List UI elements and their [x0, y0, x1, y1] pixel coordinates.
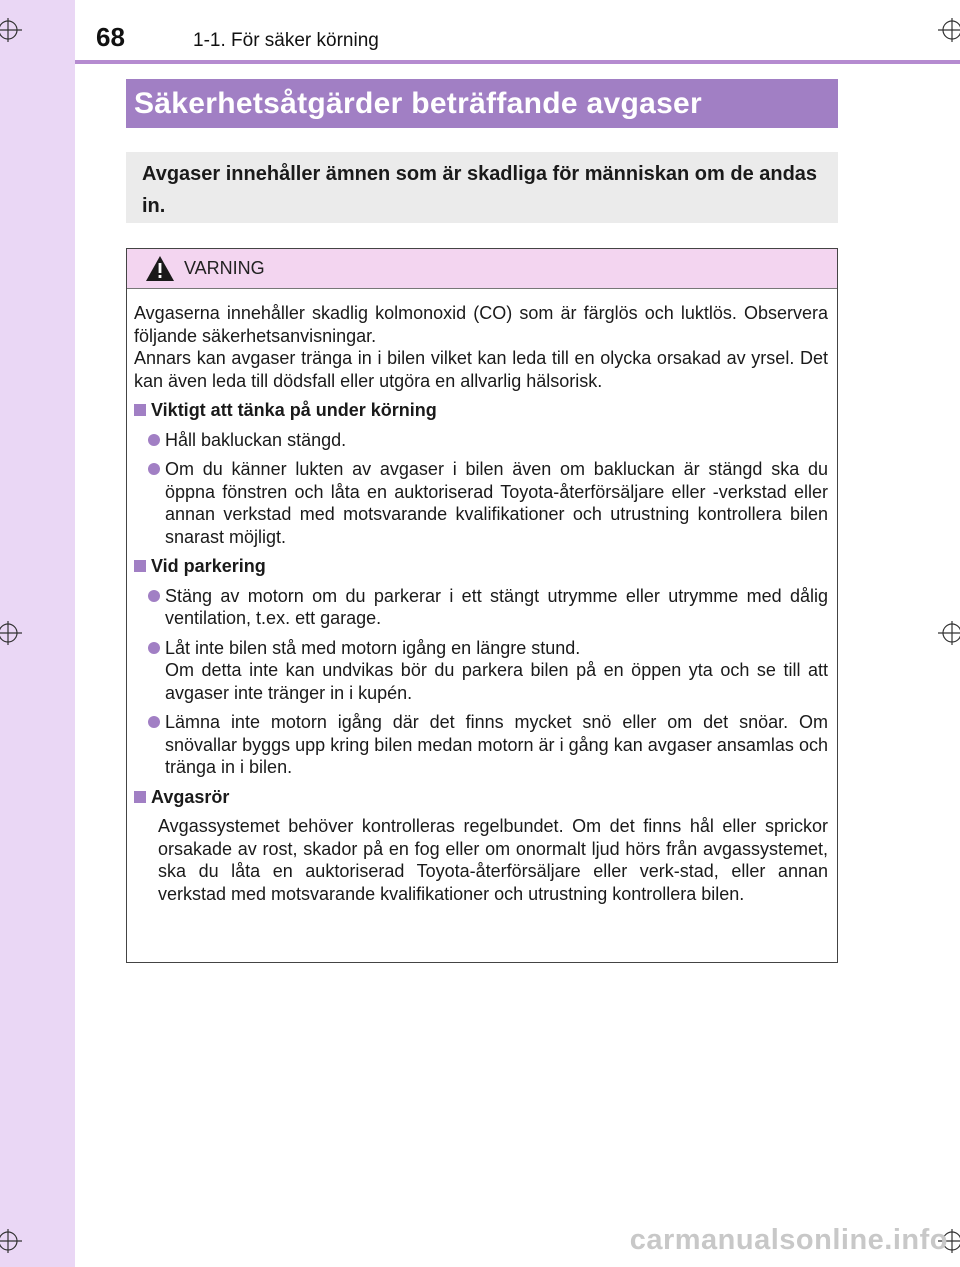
section-paragraph: Avgassystemet behöver kontrolleras regelbundet. Om det finns hål eller sprickor orsakade av rost, skador på en fog eller om onormalt ljud hörs från avgassystemet, ska du låta en auktoriserad Toyota-återförsäljare eller verk-stad, eller annan verkstad med motsvarande kvalifikationer och utrustning kontrollera bilen. — [158, 816, 828, 904]
registration-mark-icon — [930, 618, 960, 648]
warning-body — [127, 289, 837, 905]
registration-mark-icon — [0, 15, 30, 45]
dot-bullet-icon — [148, 642, 160, 654]
list-item-text: Stäng av motorn om du parkerar i ett stängt utrymme eller utrymme med dålig ventilation, t.ex. ett garage. — [165, 585, 828, 628]
list-item-text — [165, 637, 828, 705]
section-heading-exhaust — [134, 786, 828, 809]
list-item-text: Om du känner lukten av avgaser i bilen även om bakluckan är stängd ska du öppna fönstren och låta en auktoriserad Toyota-återförsäljare eller -verkstad eller annan verkstad med motsvarande kvalifikationer och utrustning kontrollera bilen snarast möjligt. — [165, 459, 828, 547]
page-title: Säkerhetsåtgärder beträffande avgaser — [134, 87, 703, 120]
list-item — [134, 637, 828, 705]
list-item-line: Om detta inte kan undvikas bör du parkera bilen på en öppen yta och se till att avgaser inte tränger in i kupén. — [165, 660, 828, 703]
intro-text: Avgaser innehåller ämnen som är skadliga för människan om de andas in. — [142, 163, 818, 217]
registration-mark-icon — [930, 15, 960, 45]
warning-triangle-icon — [145, 255, 175, 282]
list-item — [134, 429, 828, 452]
list-item-text: Lämna inte motorn igång där det finns mycket snö eller om det snöar. Om snövallar byggs upp kring bilen medan motorn är i gång kan avgaser ansamlas och tränga in i bilen. — [165, 712, 828, 777]
dot-bullet-icon — [148, 716, 160, 728]
square-bullet-icon — [134, 791, 146, 803]
dot-bullet-icon — [148, 434, 160, 446]
warning-box — [126, 248, 838, 963]
list-item — [134, 585, 828, 630]
warning-label: VARNING — [184, 258, 265, 278]
intro-box — [126, 152, 838, 223]
dot-bullet-icon — [148, 590, 160, 602]
warning-header — [127, 249, 837, 289]
title-band — [126, 79, 838, 128]
section-heading-label: Viktigt att tänka på under körning — [151, 400, 437, 420]
section-heading-driving — [134, 399, 828, 422]
registration-mark-icon — [0, 1226, 30, 1256]
list-item-text: Håll bakluckan stängd. — [165, 429, 347, 450]
section-heading-label: Avgasrör — [151, 786, 230, 807]
registration-mark-icon — [0, 618, 30, 648]
dot-bullet-icon — [148, 463, 160, 475]
list-item-line: Låt inte bilen stå med motorn igång en längre stund. — [165, 637, 581, 658]
list-item — [134, 711, 828, 779]
header-rule — [75, 60, 960, 64]
page-number: 68 — [96, 22, 125, 52]
section-heading-parking — [134, 555, 828, 578]
watermark: carmanualsonline.info — [629, 1224, 948, 1256]
square-bullet-icon — [134, 560, 146, 572]
section-heading-label: Vid parkering — [151, 556, 266, 576]
list-item — [134, 458, 828, 548]
warning-intro-1: Avgaserna innehåller skadlig kolmonoxid (CO) som är färglös och luktlös. Observera följande säkerhetsanvisningar. — [134, 303, 828, 346]
warning-intro-2: Annars kan avgaser tränga in i bilen vilket kan leda till en olycka orsakad av yrsel. Det kan även leda till dödsfall eller utgöra en allvarlig hälsorisk. — [134, 348, 828, 391]
section-heading: 1-1. För säker körning — [193, 30, 379, 51]
square-bullet-icon — [134, 404, 146, 416]
